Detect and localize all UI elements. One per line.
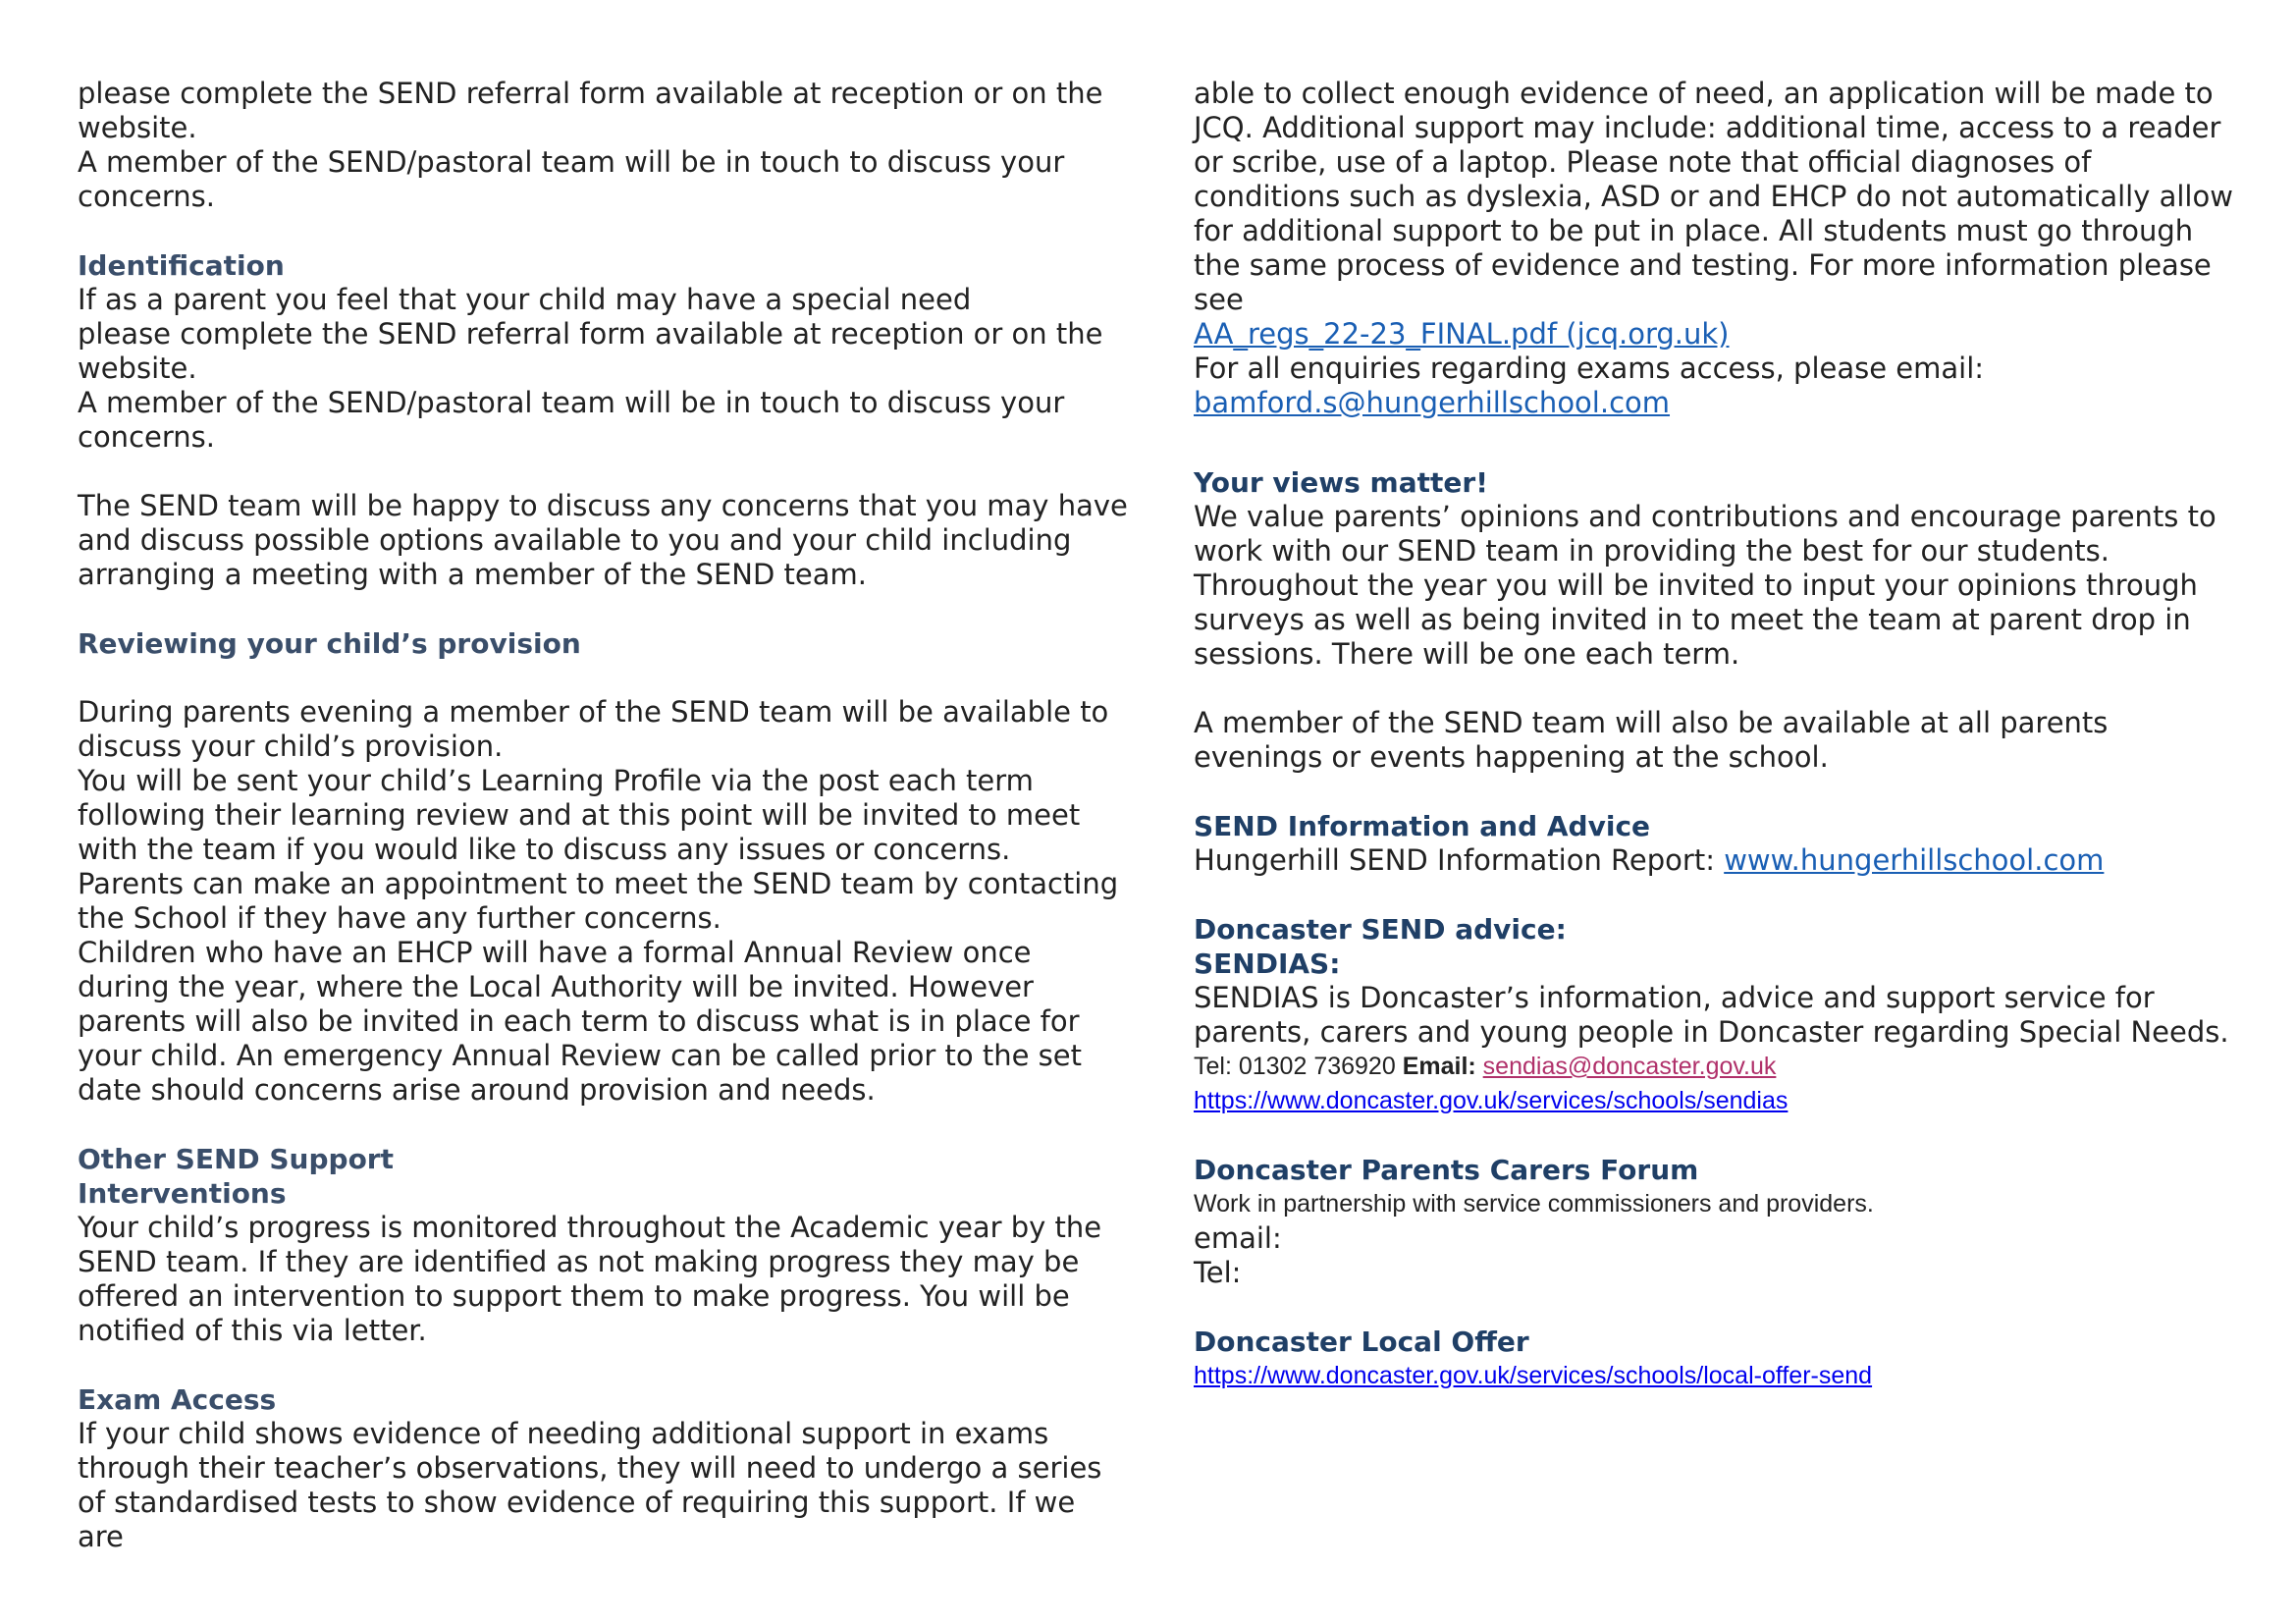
exam-access-continued: able to collect enough evidence of need, an application will be made to JCQ. Additional support may include: additional time, access to a reader or scribe, use of a laptop. Please note that official diagnoses of conditions such as dyslexia, ASD or and EHCP do not automatically allow for additional support to be put in place. All students must go through the same process of evidence and testing. For more information please see: [1194, 77, 2233, 316]
reviewing-p1: During parents evening a member of the SEND team will be available to discuss your child’s provision.: [78, 695, 1109, 763]
doncaster-advice-heading: Doncaster SEND advice:: [1194, 913, 1567, 946]
sendias-email-link[interactable]: sendias@doncaster.gov.uk: [1482, 1053, 1777, 1080]
reviewing-p3: Parents can make an appointment to meet the SEND team by contacting the School if they have any further concerns.: [78, 867, 1119, 935]
reviewing-heading: Reviewing your child’s provision: [78, 627, 581, 660]
forum-description: Work in partnership with service commissioners and providers.: [1194, 1190, 1874, 1218]
local-offer-url-link[interactable]: https://www.doncaster.gov.uk/services/schools/local-offer-send: [1194, 1362, 1873, 1389]
local-offer-heading: Doncaster Local Offer: [1194, 1326, 1529, 1358]
jcq-regs-link[interactable]: AA_regs_22-23_FINAL.pdf (jcq.org.uk): [1194, 317, 1730, 351]
send-info-report-line: [1194, 843, 2239, 878]
interventions-p1: Your child’s progress is monitored throughout the Academic year by the SEND team. If they are identified as not making progress they may be offered an intervention to support them to make progress. You will be notified of this via letter.: [78, 1211, 1102, 1347]
identification-p4: The SEND team will be happy to discuss any concerns that you may have and discuss possible options available to you and your child including arranging a meeting with a member of the SEND team.: [78, 489, 1128, 591]
identification-p2: please complete the SEND referral form available at reception or on the website.: [78, 317, 1103, 385]
forum-tel-label: Tel:: [1194, 1256, 1242, 1289]
exam-access-p1: If your child shows evidence of needing additional support in exams through their teacher’s observations, they will need to undergo a series of standardised tests to show evidence of requiring this support. If we are: [78, 1417, 1102, 1553]
intro-contact-text: A member of the SEND/pastoral team will be in touch to discuss your concerns.: [78, 145, 1065, 213]
sendias-subheading: SENDIAS:: [1194, 947, 1341, 980]
reviewing-p2: You will be sent your child’s Learning Profile via the post each term following their learning review and at this point will be invited to meet with the team if you would like to discuss any issues or concerns.: [78, 764, 1081, 866]
interventions-subheading: Interventions: [78, 1177, 287, 1210]
views-heading: Your views matter!: [1194, 466, 1488, 499]
identification-heading: Identification: [78, 249, 285, 282]
send-info-heading: SEND Information and Advice: [1194, 810, 1651, 842]
reviewing-p4: Children who have an EHCP will have a formal Annual Review once during the year, where the Local Authority will be invited. However parents will also be invited in each term to discuss what is in place for your child. An emergency Annual Review can be called prior to the set date should concerns arise around provision and needs.: [78, 936, 1082, 1107]
identification-p1: If as a parent you feel that your child may have a special need: [78, 283, 972, 316]
sendias-description: SENDIAS is Doncaster’s information, advice and support service for parents, carers and young people in Doncaster regarding Special Needs.: [1194, 981, 2229, 1049]
exam-contact-email-link[interactable]: bamford.s@hungerhillschool.com: [1194, 386, 1671, 419]
identification-p3: A member of the SEND/pastoral team will be in touch to discuss your concerns.: [78, 386, 1065, 454]
views-p1: We value parents’ opinions and contributions and encourage parents to work with our SEND team in providing the best for our students. Throughout the year you will be invited to input your opinions through surveys as well as being invited in to meet the team at parent drop in sessions. There will be one each term.: [1194, 500, 2216, 671]
sendias-contact-line: [1194, 1050, 2239, 1084]
hungerhill-website-link[interactable]: www.hungerhillschool.com: [1724, 843, 2105, 877]
forum-email-label: email:: [1194, 1221, 1282, 1255]
right-column: [1194, 77, 2239, 1393]
sendias-url-link[interactable]: https://www.doncaster.gov.uk/services/schools/sendias: [1194, 1087, 1789, 1114]
left-column: [78, 77, 1128, 1554]
views-p2: A member of the SEND team will also be available at all parents evenings or events happening at the school.: [1194, 706, 2109, 774]
forum-heading: Doncaster Parents Carers Forum: [1194, 1154, 1699, 1186]
exam-enquiries-text: For all enquiries regarding exams access, please email:: [1194, 352, 1985, 385]
sendias-email-label: Email:: [1402, 1053, 1483, 1080]
other-support-heading: Other SEND Support: [78, 1143, 394, 1175]
intro-referral-text: please complete the SEND referral form available at reception or on the website.: [78, 77, 1103, 144]
exam-access-heading: Exam Access: [78, 1383, 277, 1416]
send-info-report-label: Hungerhill SEND Information Report:: [1194, 843, 1725, 877]
sendias-tel: Tel: 01302 736920: [1194, 1053, 1403, 1080]
